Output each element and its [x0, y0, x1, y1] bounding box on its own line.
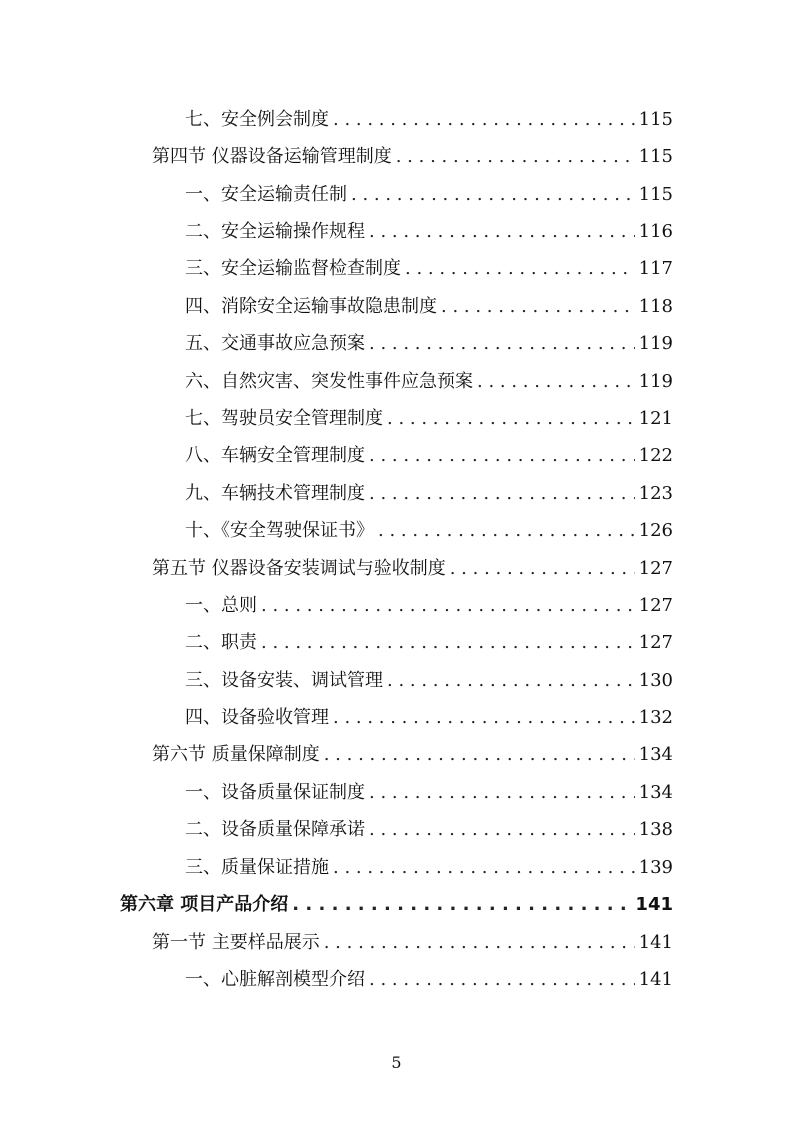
toc-entry[interactable] [185, 591, 673, 621]
dot-leader [261, 628, 635, 658]
toc-entry-page: 141 [635, 894, 673, 915]
toc-entry[interactable] [185, 217, 673, 247]
toc-entry-page: 141 [638, 969, 673, 990]
toc-entry[interactable] [185, 965, 673, 995]
dot-leader [369, 778, 635, 808]
dot-leader [369, 965, 635, 995]
toc-entry-page: 130 [638, 670, 673, 691]
toc-entry-page: 118 [638, 296, 673, 317]
toc-entry-title: 第四节 仪器设备运输管理制度 [152, 146, 392, 167]
toc-entry-page: 134 [638, 782, 673, 803]
dot-leader [324, 928, 635, 958]
toc-entry-page: 119 [638, 333, 673, 354]
toc-entry-page: 119 [638, 371, 673, 392]
toc-entry-title: 二、设备质量保障承诺 [185, 819, 365, 840]
toc-entry[interactable] [152, 740, 673, 770]
toc-entry[interactable] [185, 254, 673, 284]
toc-entry-title: 一、总则 [185, 595, 257, 616]
dot-leader [387, 404, 635, 434]
toc-entry-title: 七、安全例会制度 [185, 109, 329, 130]
dot-leader [324, 740, 635, 770]
toc-entry[interactable] [185, 292, 673, 322]
toc-entry[interactable] [185, 703, 673, 733]
toc-entry-title: 第一节 主要样品展示 [152, 932, 320, 953]
toc-entry-title: 九、车辆技术管理制度 [185, 483, 365, 504]
toc-entry[interactable] [185, 105, 673, 135]
toc-entry[interactable] [185, 367, 673, 397]
toc-entry[interactable] [185, 441, 673, 471]
toc-entry-page: 116 [638, 221, 673, 242]
dot-leader [369, 441, 635, 471]
toc-entry-title: 五、交通事故应急预案 [185, 333, 365, 354]
toc-entry-page: 115 [638, 184, 673, 205]
toc-entry-page: 123 [638, 483, 673, 504]
toc-entry[interactable] [152, 928, 673, 958]
toc-entry[interactable] [185, 404, 673, 434]
toc-entry-page: 141 [638, 932, 673, 953]
toc-entry-title: 四、设备验收管理 [185, 707, 329, 728]
toc-entry[interactable] [185, 329, 673, 359]
toc-entry[interactable] [185, 516, 673, 546]
toc-entry-page: 139 [638, 857, 673, 878]
dot-leader [333, 105, 635, 135]
dot-leader [351, 180, 635, 210]
toc-entry-page: 132 [638, 707, 673, 728]
toc-entry-title: 第六节 质量保障制度 [152, 744, 320, 765]
dot-leader [405, 254, 635, 284]
toc-entry-title: 四、消除安全运输事故隐患制度 [185, 296, 437, 317]
dot-leader [369, 329, 635, 359]
toc-entry-page: 127 [638, 595, 673, 616]
toc-entry-title: 第五节 仪器设备安装调试与验收制度 [152, 558, 446, 579]
toc-entry-page: 127 [638, 558, 673, 579]
dot-leader [441, 292, 635, 322]
toc-entry-title: 二、安全运输操作规程 [185, 221, 365, 242]
toc-entry[interactable] [185, 853, 673, 883]
dot-leader [450, 554, 635, 584]
dot-leader [477, 367, 635, 397]
toc-entry-page: 127 [638, 632, 673, 653]
toc-entry-page: 115 [638, 146, 673, 167]
toc-entry-page: 115 [638, 109, 673, 130]
page-number: 5 [391, 1053, 402, 1072]
toc-entry-title: 一、安全运输责任制 [185, 184, 347, 205]
toc-entry-title: 一、心脏解剖模型介绍 [185, 969, 365, 990]
toc-entry-title: 七、驾驶员安全管理制度 [185, 408, 383, 429]
toc-entry-title: 三、设备安装、调试管理 [185, 670, 383, 691]
toc-entry[interactable] [185, 778, 673, 808]
toc-entry[interactable] [185, 666, 673, 696]
toc-entry[interactable] [152, 554, 673, 584]
toc-entry-title: 三、安全运输监督检查制度 [185, 258, 401, 279]
dot-leader [292, 890, 631, 920]
toc-entry-title: 二、职责 [185, 632, 257, 653]
dot-leader [369, 479, 635, 509]
dot-leader [261, 591, 635, 621]
dot-leader [333, 703, 635, 733]
toc-entry[interactable] [152, 142, 673, 172]
toc-entry-title: 十、《安全驾驶保证书》 [185, 520, 374, 541]
dot-leader [369, 815, 635, 845]
toc-entry-title: 第六章 项目产品介绍 [120, 894, 289, 915]
toc-entry-title: 六、自然灾害、突发性事件应急预案 [185, 371, 473, 392]
toc-entry-page: 138 [638, 819, 673, 840]
toc-entry-page: 134 [638, 744, 673, 765]
toc-entry-page: 126 [638, 520, 673, 541]
toc-entry[interactable] [185, 479, 673, 509]
toc-entry-page: 121 [638, 408, 673, 429]
toc-entry-page: 122 [638, 445, 673, 466]
toc-entry-title: 三、质量保证措施 [185, 857, 329, 878]
dot-leader [387, 666, 635, 696]
dot-leader [396, 142, 635, 172]
toc-entry[interactable] [185, 628, 673, 658]
toc-chapter-entry[interactable] [120, 890, 673, 920]
dot-leader [333, 853, 635, 883]
dot-leader [369, 217, 635, 247]
toc-entry[interactable] [185, 815, 673, 845]
toc-entry[interactable] [185, 180, 673, 210]
dot-leader [378, 516, 635, 546]
toc-entry-title: 八、车辆安全管理制度 [185, 445, 365, 466]
toc-entry-title: 一、设备质量保证制度 [185, 782, 365, 803]
toc-entry-page: 117 [638, 258, 673, 279]
